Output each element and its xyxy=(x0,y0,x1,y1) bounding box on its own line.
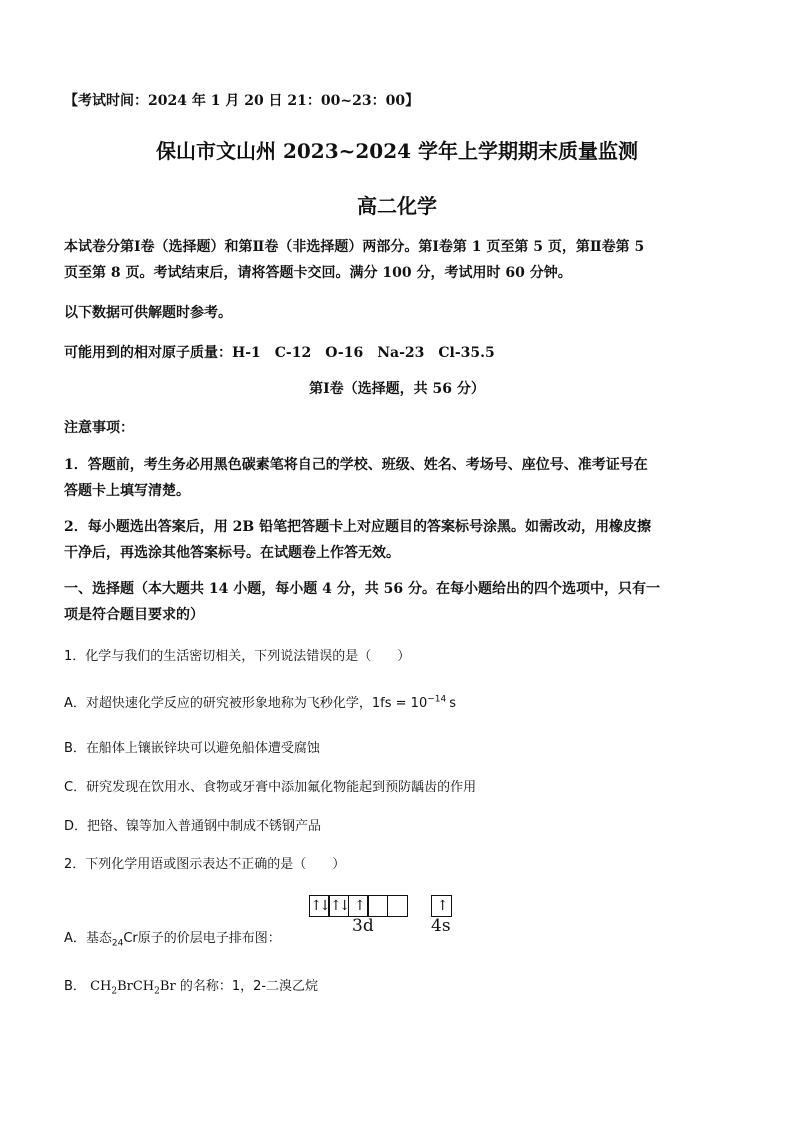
notice-title: 注意事项： xyxy=(64,420,134,436)
notice-1-line-1: 1．答题前，考生务必用黑色碳素笔将自己的学校、班级、姓名、考场号、座位号、准考证号在 xyxy=(64,457,648,473)
q2-option-b-formula xyxy=(90,979,180,997)
q1-option-a-text: A．对超快速化学反应的研究被形象地称为飞秒化学，1fs = 10 xyxy=(64,696,428,711)
q2-option-b-prefix: B． xyxy=(64,979,86,994)
orbital-box-4s: ↑ xyxy=(431,895,452,917)
orbital-box-3d-2: ↑↓ xyxy=(328,895,349,917)
part1-line-1: 一、选择题（本大题共 14 小题，每小题 4 分，共 56 分。在每小题给出的四个选项中，只有一 xyxy=(64,581,660,597)
q1-option-a-exponent: −14 xyxy=(427,694,447,705)
page-title: 保山市文山州 2023~2024 学年上学期期末质量监测 xyxy=(155,139,638,163)
section-header: 第Ⅰ卷（选择题，共 56 分） xyxy=(309,381,485,397)
q2-option-a-suffix: 原子的价层电子排布图： xyxy=(137,931,281,946)
q2-option-a xyxy=(64,927,281,949)
intro-line-1: 本试卷分第Ⅰ卷（选择题）和第Ⅱ卷（非选择题）两部分。第Ⅰ卷第 1 页至第 5 页，第Ⅱ卷第 5 xyxy=(64,239,645,255)
q2-stem: 2．下列化学用语或图示表达不正确的是（ ） xyxy=(64,857,346,872)
subject-title: 高二化学 xyxy=(357,194,437,218)
notice-2-line-2: 干净后，再选涂其他答案标号。在试题卷上作答无效。 xyxy=(64,545,400,561)
q2-option-b xyxy=(64,975,318,997)
notice-2 xyxy=(64,514,732,566)
orbital-label-4s: 4s xyxy=(431,916,451,936)
q2-option-a-atomic-number: 24 xyxy=(111,938,124,949)
atomic-masses: 可能用到的相对原子质量：H-1 C-12 O-16 Na-23 Cl-35.5 xyxy=(64,345,495,361)
q1-option-d: D．把铬、镍等加入普通钢中制成不锈钢产品 xyxy=(64,819,322,834)
data-note: 以下数据可供解题时参考。 xyxy=(64,305,232,321)
q2-option-a-element: Cr xyxy=(123,931,138,946)
orbital-box-3d-1: ↑↓ xyxy=(309,895,330,917)
orbital-box-3d-5 xyxy=(387,895,408,917)
q1-stem: 1．化学与我们的生活密切相关，下列说法错误的是（ ） xyxy=(64,649,411,664)
q1-option-a xyxy=(64,692,456,711)
q1-option-a-unit: s xyxy=(449,696,456,711)
exam-time: 【考试时间：2024 年 1 月 20 日 21：00~23：00】 xyxy=(64,93,420,109)
intro-line-2: 页至第 8 页。考试结束后，请将答题卡交回。满分 100 分，考试用时 60 分钟。 xyxy=(64,265,572,281)
part1-line-2: 项是符合题目要求的） xyxy=(64,607,204,623)
formula-part-3: Br xyxy=(159,979,176,994)
orbital-box-3d-3: ↑ xyxy=(348,895,369,917)
formula-part-2: BrCH xyxy=(117,979,155,994)
formula-part-1: CH xyxy=(90,979,112,994)
notice-1 xyxy=(64,452,732,504)
formula-sub-1: 2 xyxy=(111,986,118,997)
q1-option-c: C．研究发现在饮用水、食物或牙膏中添加氟化物能起到预防龋齿的作用 xyxy=(64,780,477,795)
orbital-4s xyxy=(432,895,452,917)
q2-option-a-prefix: A．基态 xyxy=(64,931,112,946)
formula-sub-2: 2 xyxy=(154,986,160,997)
notice-2-line-1: 2．每小题选出答案后，用 2B 铅笔把答题卡上对应题目的答案标号涂黑。如需改动，用橡皮擦 xyxy=(64,519,652,535)
q1-option-b: B．在船体上镶嵌锌块可以避免船体遭受腐蚀 xyxy=(64,741,320,756)
q2-option-b-suffix: 的名称：1，2-二溴乙烷 xyxy=(179,979,319,994)
orbital-label-3d: 3d xyxy=(352,916,374,936)
part1-instructions xyxy=(64,576,732,628)
intro-paragraph xyxy=(64,234,732,286)
orbital-box-3d-4 xyxy=(367,895,388,917)
orbital-3d xyxy=(310,895,408,917)
notice-1-line-2: 答题卡上填写清楚。 xyxy=(64,483,190,499)
